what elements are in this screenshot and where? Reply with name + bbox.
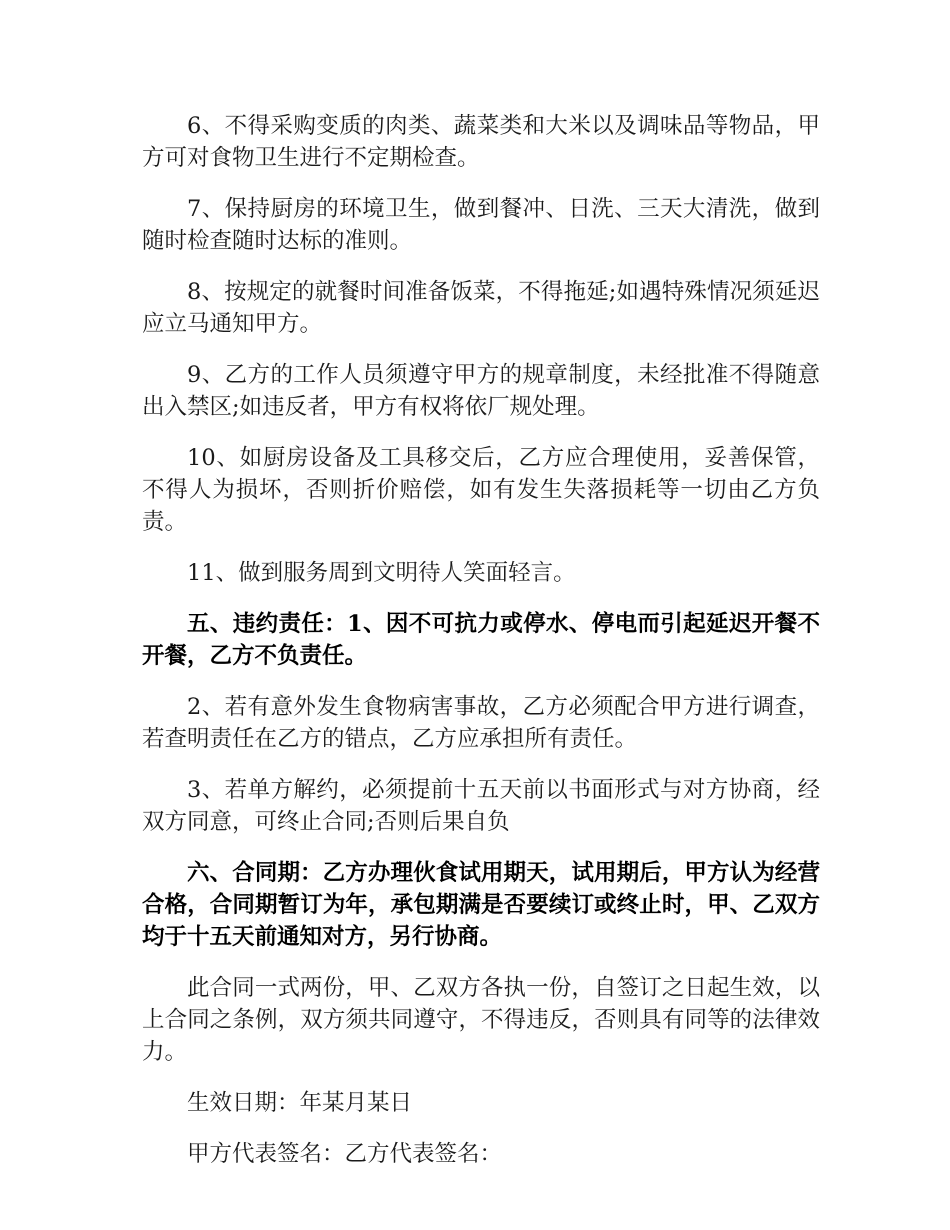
breach-clause-2: 2、若有意外发生食物病害事故，乙方必须配合甲方进行调查，若查明责任在乙方的错点，乙方应承担所有责任。 xyxy=(142,694,820,752)
clause-7: 7、保持厨房的环境卫生，做到餐冲、日洗、三天大清洗，做到随时检查随时达标的准则。 xyxy=(142,196,820,254)
effective-date: 生效日期：年某月某日 xyxy=(187,1090,413,1116)
contract-copies-note: 此合同一式两份，甲、乙双方各执一份，自签订之日起生效，以上合同之条例，双方须共同遵守，不得违反，否则具有同等的法律效力。 xyxy=(142,975,820,1065)
clause-6: 6、不得采购变质的肉类、蔬菜类和大米以及调味品等物品，甲方可对食物卫生进行不定期检查。 xyxy=(142,113,820,171)
document-page xyxy=(142,110,820,1189)
clause-11: 11、做到服务周到文明待人笑面轻言。 xyxy=(187,560,576,586)
clause-9: 9、乙方的工作人员须遵守甲方的规章制度，未经批准不得随意出入禁区;如违反者，甲方有权将依厂规处理。 xyxy=(142,362,820,420)
clause-8: 8、按规定的就餐时间准备饭菜，不得拖延;如遇特殊情况须延迟应立马通知甲方。 xyxy=(142,279,820,337)
signature-line: 甲方代表签名：乙方代表签名： xyxy=(187,1141,503,1167)
breach-clause-3: 3、若单方解约，必须提前十五天前以书面形式与对方协商，经双方同意，可终止合同;否则后果自负 xyxy=(142,777,820,835)
clause-10: 10、如厨房设备及工具移交后，乙方应合理使用，妥善保管，不得人为损坏，否则折价赔偿，如有发生失落损耗等一切由乙方负责。 xyxy=(142,445,820,535)
section-contract-period: 六、合同期：乙方办理伙食试用期天，试用期后，甲方认为经营合格，合同期暂订为年，承包期满是否要续订或终止时，甲、乙双方均于十五天前通知对方，另行协商。 xyxy=(142,860,820,950)
section-breach-liability: 五、违约责任：1、因不可抗力或停水、停电而引起延迟开餐不开餐，乙方不负责任。 xyxy=(142,611,820,669)
